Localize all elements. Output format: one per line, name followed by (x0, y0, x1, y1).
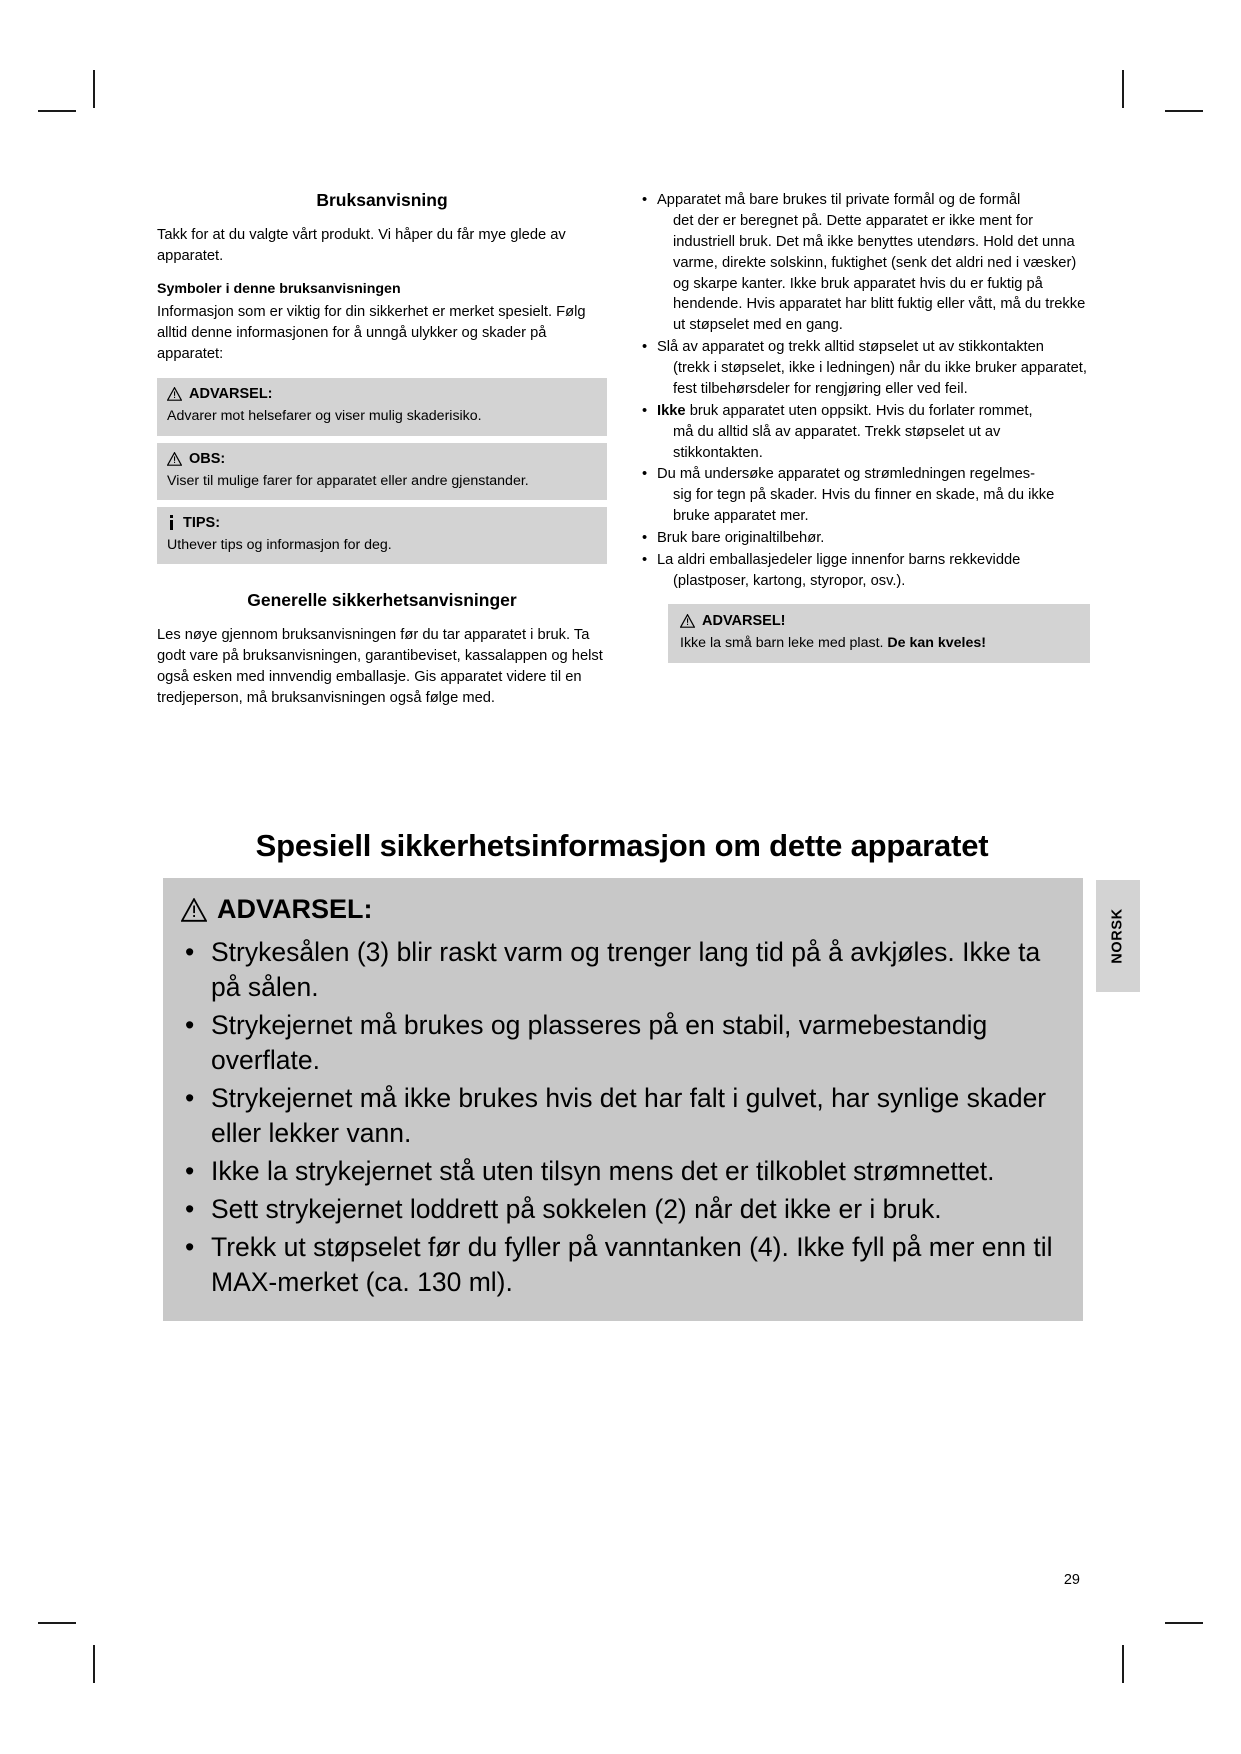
notice-children-title: ADVARSEL! (702, 612, 786, 629)
list-item (640, 337, 1090, 400)
crop-mark-top-right-v (1122, 70, 1124, 108)
bullet-continuation: (trekk i støpselet, ikke i ledningen) når du ikke bruker apparatet, fest tilbehørsdeler for rengjøring eller ved feil. (673, 360, 1087, 397)
bullet-text: La aldri emballasjedeler ligge innenfor barns rekkevidde (657, 551, 1021, 568)
bullet-continuation: må du alltid slå av apparatet. Trekk støpselet ut av stikkontakten. (673, 423, 1001, 461)
list-item: • Sett strykejernet loddrett på sokkelen (2) når det ikke er i bruk. (179, 1192, 1067, 1227)
list-item (640, 401, 1090, 464)
right-column (640, 190, 1090, 663)
tips-icon (167, 515, 176, 530)
bullet-lead: Ikke (657, 402, 686, 419)
crop-mark-bottom-left-h (38, 1622, 76, 1624)
list-item (640, 190, 1090, 336)
notice-children-body-plain: Ikke la små barn leke med plast. (680, 634, 888, 651)
warning-triangle-icon (167, 387, 182, 401)
language-side-tab (1096, 880, 1140, 992)
notice-children-body-bold: De kan kveles! (887, 634, 986, 651)
notice-advarsel-title-row (167, 386, 597, 402)
intro-paragraph: Takk for at du valgte vårt produkt. Vi håper du får mye glede av apparatet. (157, 227, 566, 264)
warning-triangle-icon (680, 614, 695, 628)
crop-mark-top-right-h (1165, 110, 1203, 112)
special-bullet-list (179, 935, 1067, 1300)
special-section-title: Spesiell sikkerhetsinformasjon om dette apparatet (255, 828, 989, 863)
bullet-text: Bruk bare originaltilbehør. (657, 530, 825, 546)
list-item: • Ikke la strykejernet stå uten tilsyn mens det er tilkoblet strømnettet. (179, 1154, 1067, 1189)
bullet-text: Du må undersøke apparatet og strømledningen regelmes- (657, 466, 1035, 483)
warning-triangle-icon (167, 452, 182, 466)
notice-obs-title-row (167, 451, 597, 467)
crop-mark-top-left-v (93, 70, 95, 108)
list-item: • Strykejernet må ikke brukes hvis det har falt i gulvet, har synlige skader eller lekker vann. (179, 1081, 1067, 1151)
symbols-intro: Informasjon som er viktig for din sikkerhet er merket spesielt. Følg alltid denne informasjonen for å unngå ulykker og skader på apparatet: (157, 303, 586, 362)
notice-obs-body: Viser til mulige farer for apparatet eller andre gjenstander. (167, 472, 529, 489)
notice-advarsel-body: Advarer mot helsefarer og viser mulig skaderisiko. (167, 408, 482, 425)
list-item (640, 464, 1090, 527)
notice-children-body (680, 634, 1078, 653)
bullet-continuation: det der er beregnet på. Dette apparatet er ikke ment for industriell bruk. Det må ikke benyttes utendørs. Hold det unna varme, direkte solskinn, fuktighet (senk det aldri ned i væsker) og skarpe kanter. Ikke bruk apparatet hvis du er fuktig på hendende. Hvis apparatet har blitt fuktig eller vått, må du trekke ut støpselet med en gang. (673, 212, 1086, 334)
notice-advarsel (157, 378, 607, 435)
crop-mark-bottom-right-v (1122, 1645, 1124, 1683)
list-item: • Strykesålen (3) blir raskt varm og trenger lang tid på å avkjøles. Ikke ta på sålen. (179, 935, 1067, 1005)
left-column (157, 190, 607, 722)
notice-advarsel-title: ADVARSEL: (189, 386, 273, 403)
notice-obs-title: OBS: (189, 450, 226, 467)
notice-tips-title-row (167, 515, 597, 531)
notice-tips (157, 507, 607, 564)
crop-mark-bottom-left-v (93, 1645, 95, 1683)
general-safety-title: Generelle sikkerhetsanvisninger (247, 589, 517, 610)
bullet-continuation: (plastposer, kartong, styropor, osv.). (673, 572, 906, 589)
list-item (640, 528, 1090, 549)
crop-mark-bottom-right-h (1165, 1622, 1203, 1624)
notice-children-title-row (680, 613, 1078, 629)
list-item: • Trekk ut støpselet før du fyller på vanntanken (4). Ikke fyll på mer enn til MAX-merket (ca. 130 ml). (179, 1230, 1067, 1300)
warning-triangle-icon (181, 898, 207, 922)
notice-advarsel-children (668, 604, 1090, 663)
crop-mark-top-left-h (38, 110, 76, 112)
list-item (640, 550, 1090, 592)
symbols-heading: Symboler i denne bruksanvisningen (157, 280, 401, 297)
special-warning-header (181, 894, 1067, 925)
bullet-text: bruk apparatet uten oppsikt. Hvis du forlater rommet, (689, 402, 1033, 419)
general-safety-text: Les nøye gjennom bruksanvisningen før du tar apparatet i bruk. Ta godt vare på bruksanvisningen, garantibeviset, kassalappen og helst også esken med innvendig emballasje. Gis apparatet videre til en tredjeperson, må bruksanvisningen også følge med. (157, 626, 603, 706)
list-item: • Strykejernet må brukes og plasseres på en stabil, varmebestandig overflate. (179, 1008, 1067, 1078)
safety-bullet-list (640, 190, 1090, 592)
notice-obs (157, 443, 607, 500)
page-number: 29 (1063, 1572, 1080, 1588)
bullet-text: Slå av apparatet og trekk alltid støpselet ut av stikkontakten (657, 339, 1044, 356)
special-safety-box (163, 878, 1083, 1321)
special-warning-label: ADVARSEL: (217, 894, 373, 924)
notice-tips-title: TIPS: (183, 514, 221, 531)
notice-tips-body: Uthever tips og informasjon for deg. (167, 536, 392, 553)
page-title: Bruksanvisning (316, 190, 448, 210)
language-side-tab-label: NORSK (1110, 908, 1126, 964)
bullet-text: Apparatet må bare brukes til private formål og de formål (657, 192, 1021, 208)
bullet-continuation: sig for tegn på skader. Hvis du finner en skade, må du ikke bruke apparatet mer. (673, 487, 1055, 525)
